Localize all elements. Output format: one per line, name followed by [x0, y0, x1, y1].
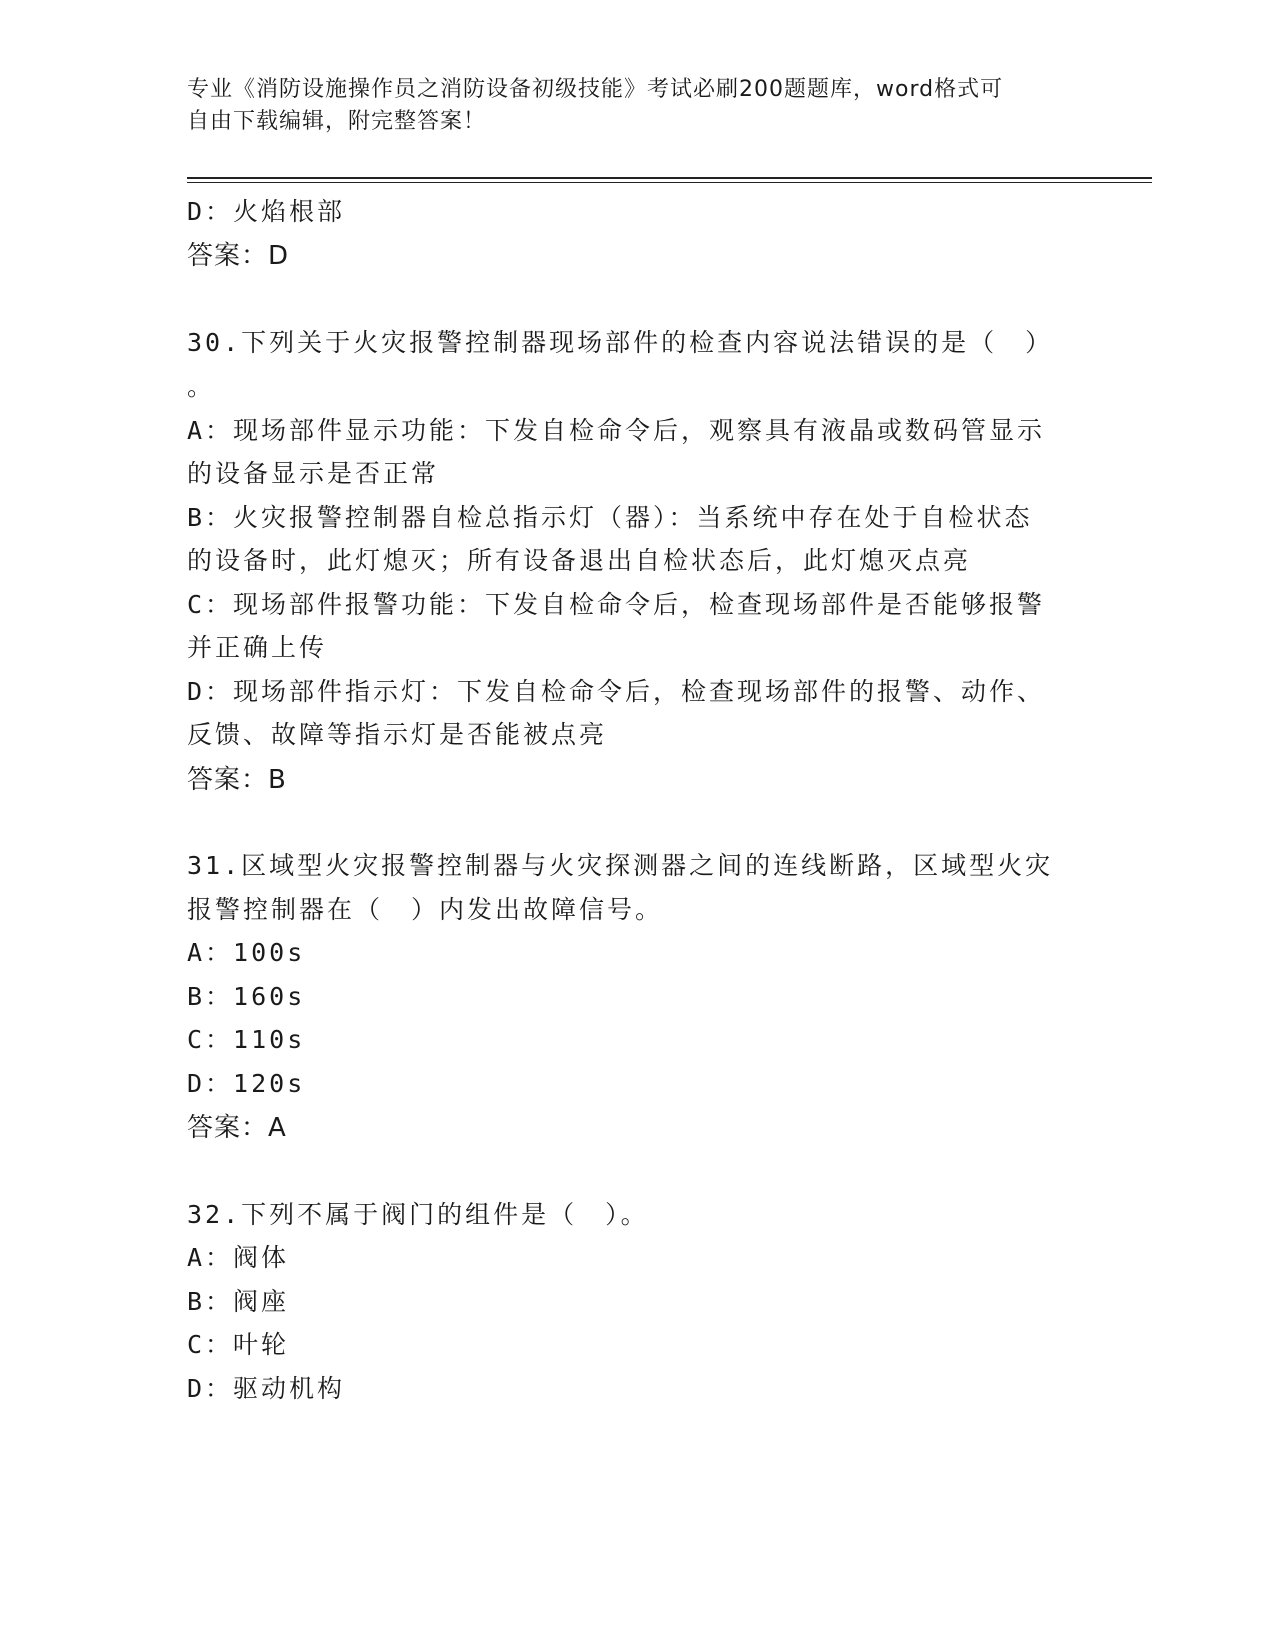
q30-option-a-line-2: 的设备显示是否正常 [187, 459, 440, 488]
header-rule-thick [187, 177, 1152, 179]
q30-stem-line-1: 30.下列关于火灾报警控制器现场部件的检查内容说法错误的是（ ） [187, 328, 1054, 357]
q31-stem-line-2: 报警控制器在（ ）内发出故障信号。 [187, 895, 664, 924]
q32-option-d: D：驱动机构 [187, 1374, 346, 1403]
q29-option-d: D：火焰根部 [187, 197, 346, 226]
q31-option-c: C：110s [187, 1025, 306, 1054]
q30-option-a-line-1: A：现场部件显示功能：下发自检命令后，观察具有液晶或数码管显示 [187, 416, 1046, 445]
q32-option-c: C：叶轮 [187, 1330, 290, 1359]
q31-option-d: D：120s [187, 1069, 306, 1098]
q30-option-d-line-2: 反馈、故障等指示灯是否能被点亮 [187, 720, 608, 749]
q31-option-a: A：100s [187, 938, 306, 967]
q30-option-d-line-1: D：现场部件指示灯：下发自检命令后，检查现场部件的报警、动作、 [187, 677, 1046, 706]
q30-option-c-line-2: 并正确上传 [187, 633, 328, 662]
q32-option-a: A：阀体 [187, 1243, 290, 1272]
header-rule-thin [187, 182, 1152, 183]
q30-answer: 答案：B [187, 765, 287, 795]
q32-option-b: B：阀座 [187, 1287, 290, 1316]
q31-stem-line-1: 31.区域型火灾报警控制器与火灾探测器之间的连线断路，区域型火灾 [187, 851, 1054, 880]
q30-option-b-line-2: 的设备时，此灯熄灭；所有设备退出自检状态后，此灯熄灭点亮 [187, 546, 972, 575]
q32-stem: 32.下列不属于阀门的组件是（ ）。 [187, 1200, 649, 1229]
header-line-2: 自由下载编辑，附完整答案！ [187, 109, 487, 134]
q30-option-b-line-1: B：火灾报警控制器自检总指示灯（器）：当系统中存在处于自检状态 [187, 503, 1033, 532]
q31-answer: 答案：A [187, 1113, 287, 1143]
q31-option-b: B：160s [187, 982, 306, 1011]
q30-stem-line-2: 。 [187, 372, 216, 401]
document-header [187, 74, 1067, 138]
header-line-1: 专业《消防设施操作员之消防设备初级技能》考试必刷200题题库，word格式可 [187, 77, 1004, 102]
q30-option-c-line-1: C：现场部件报警功能：下发自检命令后，检查现场部件是否能够报警 [187, 590, 1046, 619]
q29-answer: 答案：D [187, 241, 290, 271]
